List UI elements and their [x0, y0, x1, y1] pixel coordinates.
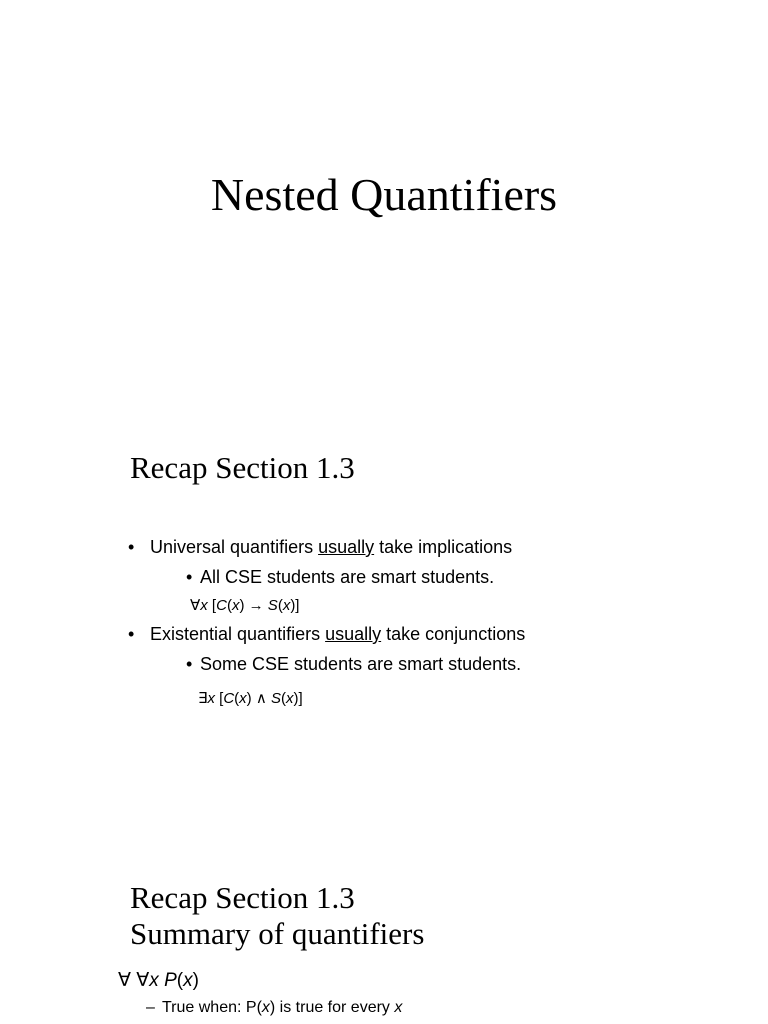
and-symbol: ∧	[255, 690, 267, 707]
sub-bullet-existential	[186, 654, 521, 675]
formula-universal	[190, 596, 299, 614]
summary-sub-item	[146, 999, 402, 1017]
variable: x	[394, 999, 403, 1016]
dash-bullet-icon: –	[146, 999, 155, 1016]
formula-part: (	[281, 690, 287, 707]
bullet-dot-icon: •	[128, 624, 135, 644]
predicate: S	[267, 597, 278, 614]
variable: x	[183, 970, 193, 991]
formula-part: (	[226, 597, 232, 614]
summary-heading-line1: Recap Section 1.3	[130, 880, 355, 915]
formula-part: (	[176, 970, 184, 991]
variable: x	[231, 597, 240, 614]
forall-symbol: ∀	[190, 597, 201, 614]
summary-heading-line2: Summary of quantifiers	[130, 916, 425, 951]
summary-item	[118, 969, 199, 992]
variable: x	[149, 970, 165, 991]
variable: x	[282, 597, 291, 614]
bullet-existential	[128, 624, 525, 645]
formula-part: (	[277, 597, 283, 614]
formula-part: [	[214, 690, 224, 707]
predicate: S	[271, 690, 282, 707]
formula-part: )	[192, 970, 199, 991]
predicate: C	[223, 690, 235, 707]
bullet-dot-icon: •	[186, 654, 193, 674]
variable: x	[239, 690, 247, 707]
bullet-text: take conjunctions	[381, 624, 526, 644]
sub-text: True when: P(	[162, 999, 262, 1016]
variable: x	[261, 999, 270, 1016]
variable: x	[200, 597, 208, 614]
bullet-text: take implications	[374, 537, 513, 557]
bullet-text: Existential quantifiers	[150, 624, 326, 644]
formula-part: )]	[293, 690, 303, 707]
formula-part: )	[246, 690, 256, 707]
sub-bullet-universal	[186, 567, 494, 588]
forall-symbol: ∀	[131, 970, 150, 991]
variable: x	[207, 690, 215, 707]
summary-heading	[130, 880, 424, 952]
slide-title: Nested Quantifiers	[210, 169, 558, 220]
formula-part: )]	[290, 597, 300, 614]
bullet-dot-icon: •	[186, 567, 193, 587]
formula-part: (	[234, 690, 240, 707]
sub-text: ) is true for every	[269, 999, 395, 1016]
forall-bullet-icon: ∀	[118, 970, 131, 991]
implies-symbol: →	[248, 597, 264, 614]
predicate: C	[216, 597, 227, 614]
formula-part: )	[239, 597, 249, 614]
exists-symbol: ∃	[198, 690, 208, 707]
recap-heading: Recap Section 1.3	[130, 450, 355, 485]
variable: x	[286, 690, 294, 707]
bullet-dot-icon: •	[128, 537, 135, 557]
emphasis-usually: usually	[318, 537, 375, 557]
bullet-text: Universal quantifiers	[150, 537, 319, 557]
sub-bullet-text: Some CSE students are smart students.	[200, 654, 522, 674]
formula-existential	[198, 689, 303, 707]
predicate: P	[164, 970, 177, 991]
sub-bullet-text: All CSE students are smart students.	[200, 567, 495, 587]
formula-part: [	[207, 597, 217, 614]
emphasis-usually: usually	[325, 624, 382, 644]
bullet-universal	[128, 537, 512, 558]
